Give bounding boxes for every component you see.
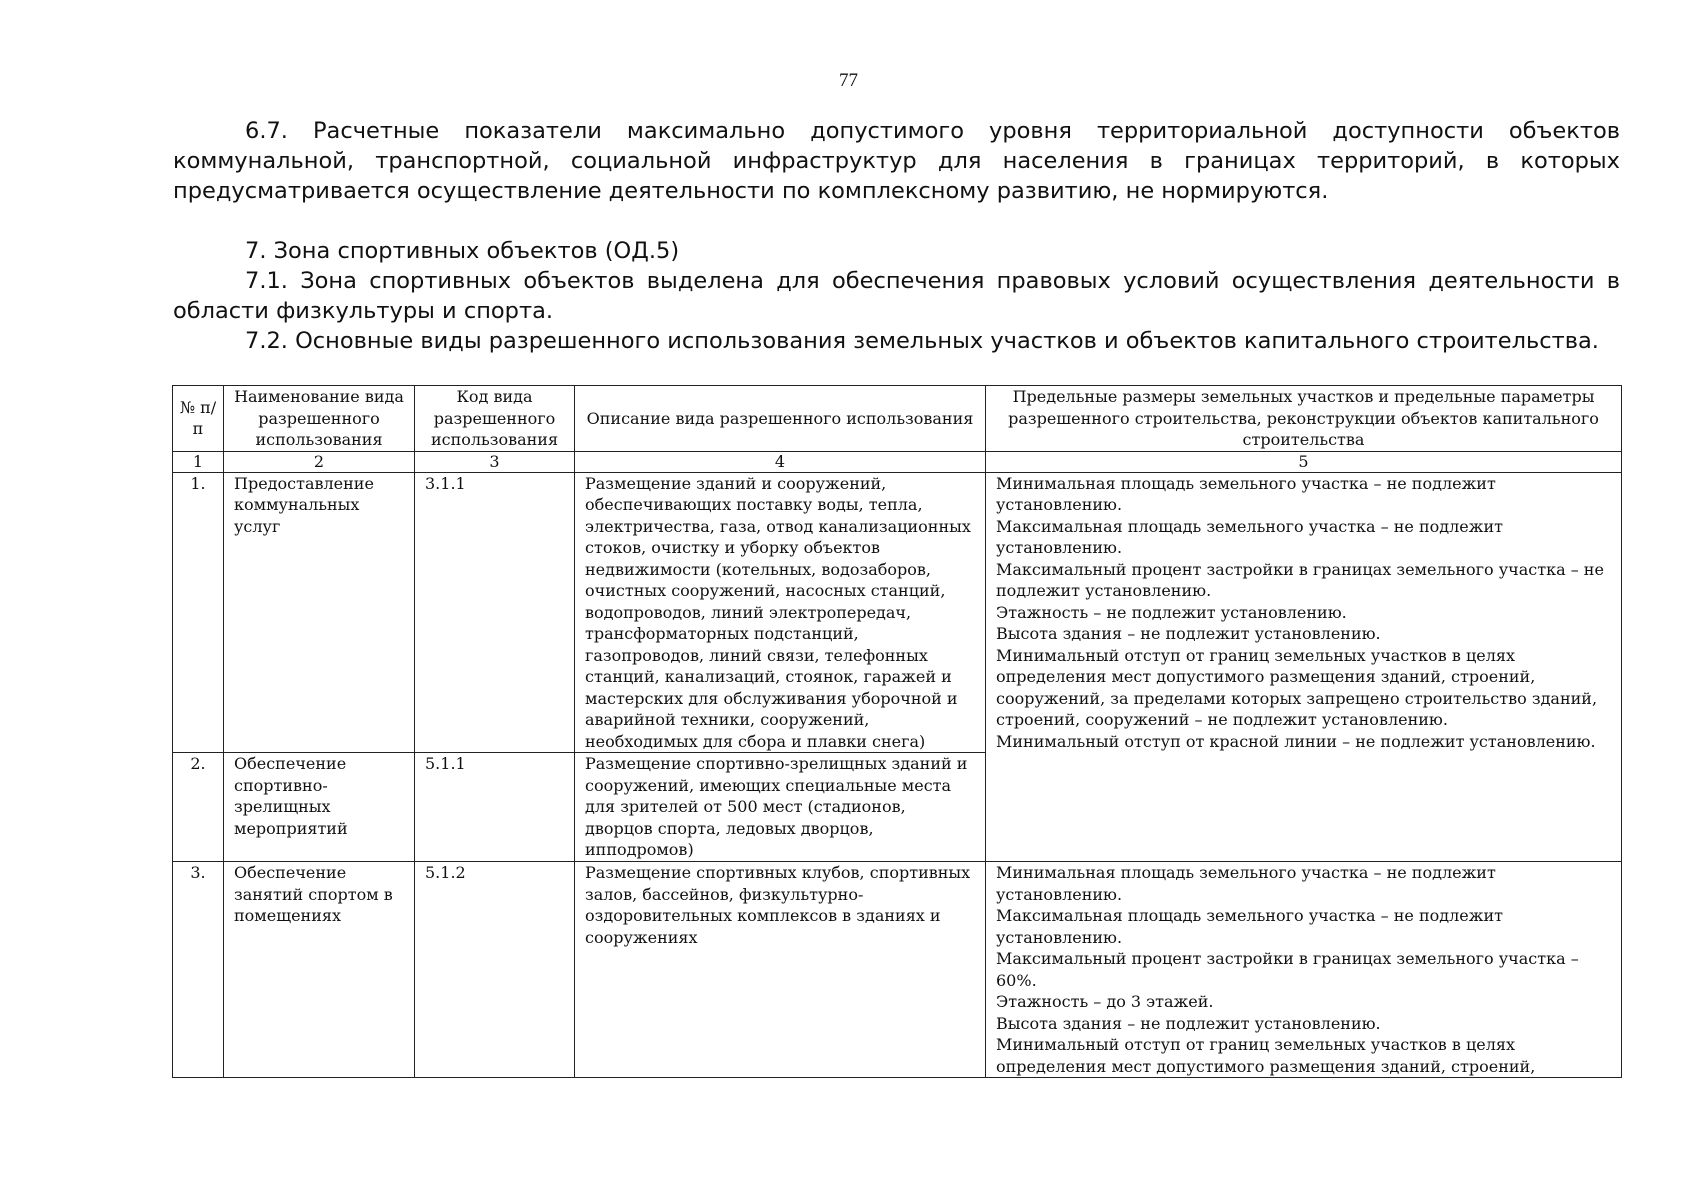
header-use-name: Наименование вида разрешенного использования (224, 386, 415, 452)
use-code: 3.1.1 (415, 472, 575, 753)
section-7-block (173, 236, 1620, 356)
column-number: 2 (224, 451, 415, 472)
header-use-description: Описание вида разрешенного использования (575, 386, 986, 452)
row-number: 1. (173, 472, 224, 753)
paragraph-7-2: 7.2. Основные виды разрешенного использования земельных участков и объектов капитального строительства. (245, 328, 1599, 354)
section-7-heading: 7. Зона спортивных объектов (ОД.5) (245, 238, 680, 264)
column-number: 3 (415, 451, 575, 472)
use-parameters: Минимальная площадь земельного участка – не подлежит установлению. Максимальная площадь земельного участка – не подлежит установлению. Максимальный процент застройки в границах земельного участка – не подлежит установлению. Этажность – не подлежит установлению. Высота здания – не подлежит установлению. Минимальный отступ от границ земельных участков в целях определения мест допустимого размещения зданий, строений, сооружений, за пределами которых запрещено строительство зданий, строений, сооружений – не подлежит установлению. Минимальный отступ от красной линии – не подлежит установлению. (986, 472, 1622, 862)
row-number: 2. (173, 753, 224, 862)
use-name: Предоставление коммунальных услуг (224, 472, 415, 753)
paragraph-6-7-block (173, 116, 1620, 206)
column-number-row (173, 451, 1622, 472)
table-row (173, 862, 1622, 1078)
use-code: 5.1.2 (415, 862, 575, 1078)
table-row (173, 472, 1622, 753)
use-name: Обеспечение спортивно-зрелищных мероприятий (224, 753, 415, 862)
use-code: 5.1.1 (415, 753, 575, 862)
paragraph-7-1: 7.1. Зона спортивных объектов выделена для обеспечения правовых условий осуществления деятельности в области физкультуры и спорта. (173, 268, 1620, 324)
table-header-row (173, 386, 1622, 452)
page-number: 77 (839, 70, 858, 91)
header-use-code: Код вида разрешенного использования (415, 386, 575, 452)
use-parameters: Минимальная площадь земельного участка – не подлежит установлению. Максимальная площадь земельного участка – не подлежит установлению. Максимальный процент застройки в границах земельного участка – 60%. Этажность – до 3 этажей. Высота здания – не подлежит установлению. Минимальный отступ от границ земельных участков в целях определения мест допустимого размещения зданий, строений, (986, 862, 1622, 1078)
paragraph-6-7: 6.7. Расчетные показатели максимально допустимого уровня территориальной доступности объектов коммунальной, транспортной, социальной инфраструктур для населения в границах территорий, в которых предусматривается осуществление деятельности по комплексному развитию, не нормируются. (173, 118, 1620, 204)
header-parameters: Предельные размеры земельных участков и предельные параметры разрешенного строительства, реконструкции объектов капитального строительства (986, 386, 1622, 452)
use-description: Размещение зданий и сооружений, обеспечивающих поставку воды, тепла, электричества, газа, отвод канализационных стоков, очистку и уборку объектов недвижимости (котельных, водозаборов, очистных сооружений, насосных станций, водопроводов, линий электропередач, трансформаторных подстанций, газопроводов, линий связи, телефонных станций, канализаций, стоянок, гаражей и мастерских для обслуживания уборочной и аварийной техники, сооружений, необходимых для сбора и плавки снега) (575, 472, 986, 753)
header-number: № п/п (173, 386, 224, 452)
column-number: 1 (173, 451, 224, 472)
use-description: Размещение спортивных клубов, спортивных залов, бассейнов, физкультурно-оздоровительных комплексов в зданиях и сооружениях (575, 862, 986, 1078)
use-description: Размещение спортивно-зрелищных зданий и сооружений, имеющих специальные места для зрителей от 500 мест (стадионов, дворцов спорта, ледовых дворцов, ипподромов) (575, 753, 986, 862)
use-name: Обеспечение занятий спортом в помещениях (224, 862, 415, 1078)
permitted-use-table (172, 385, 1622, 1078)
row-number: 3. (173, 862, 224, 1078)
column-number: 5 (986, 451, 1622, 472)
column-number: 4 (575, 451, 986, 472)
